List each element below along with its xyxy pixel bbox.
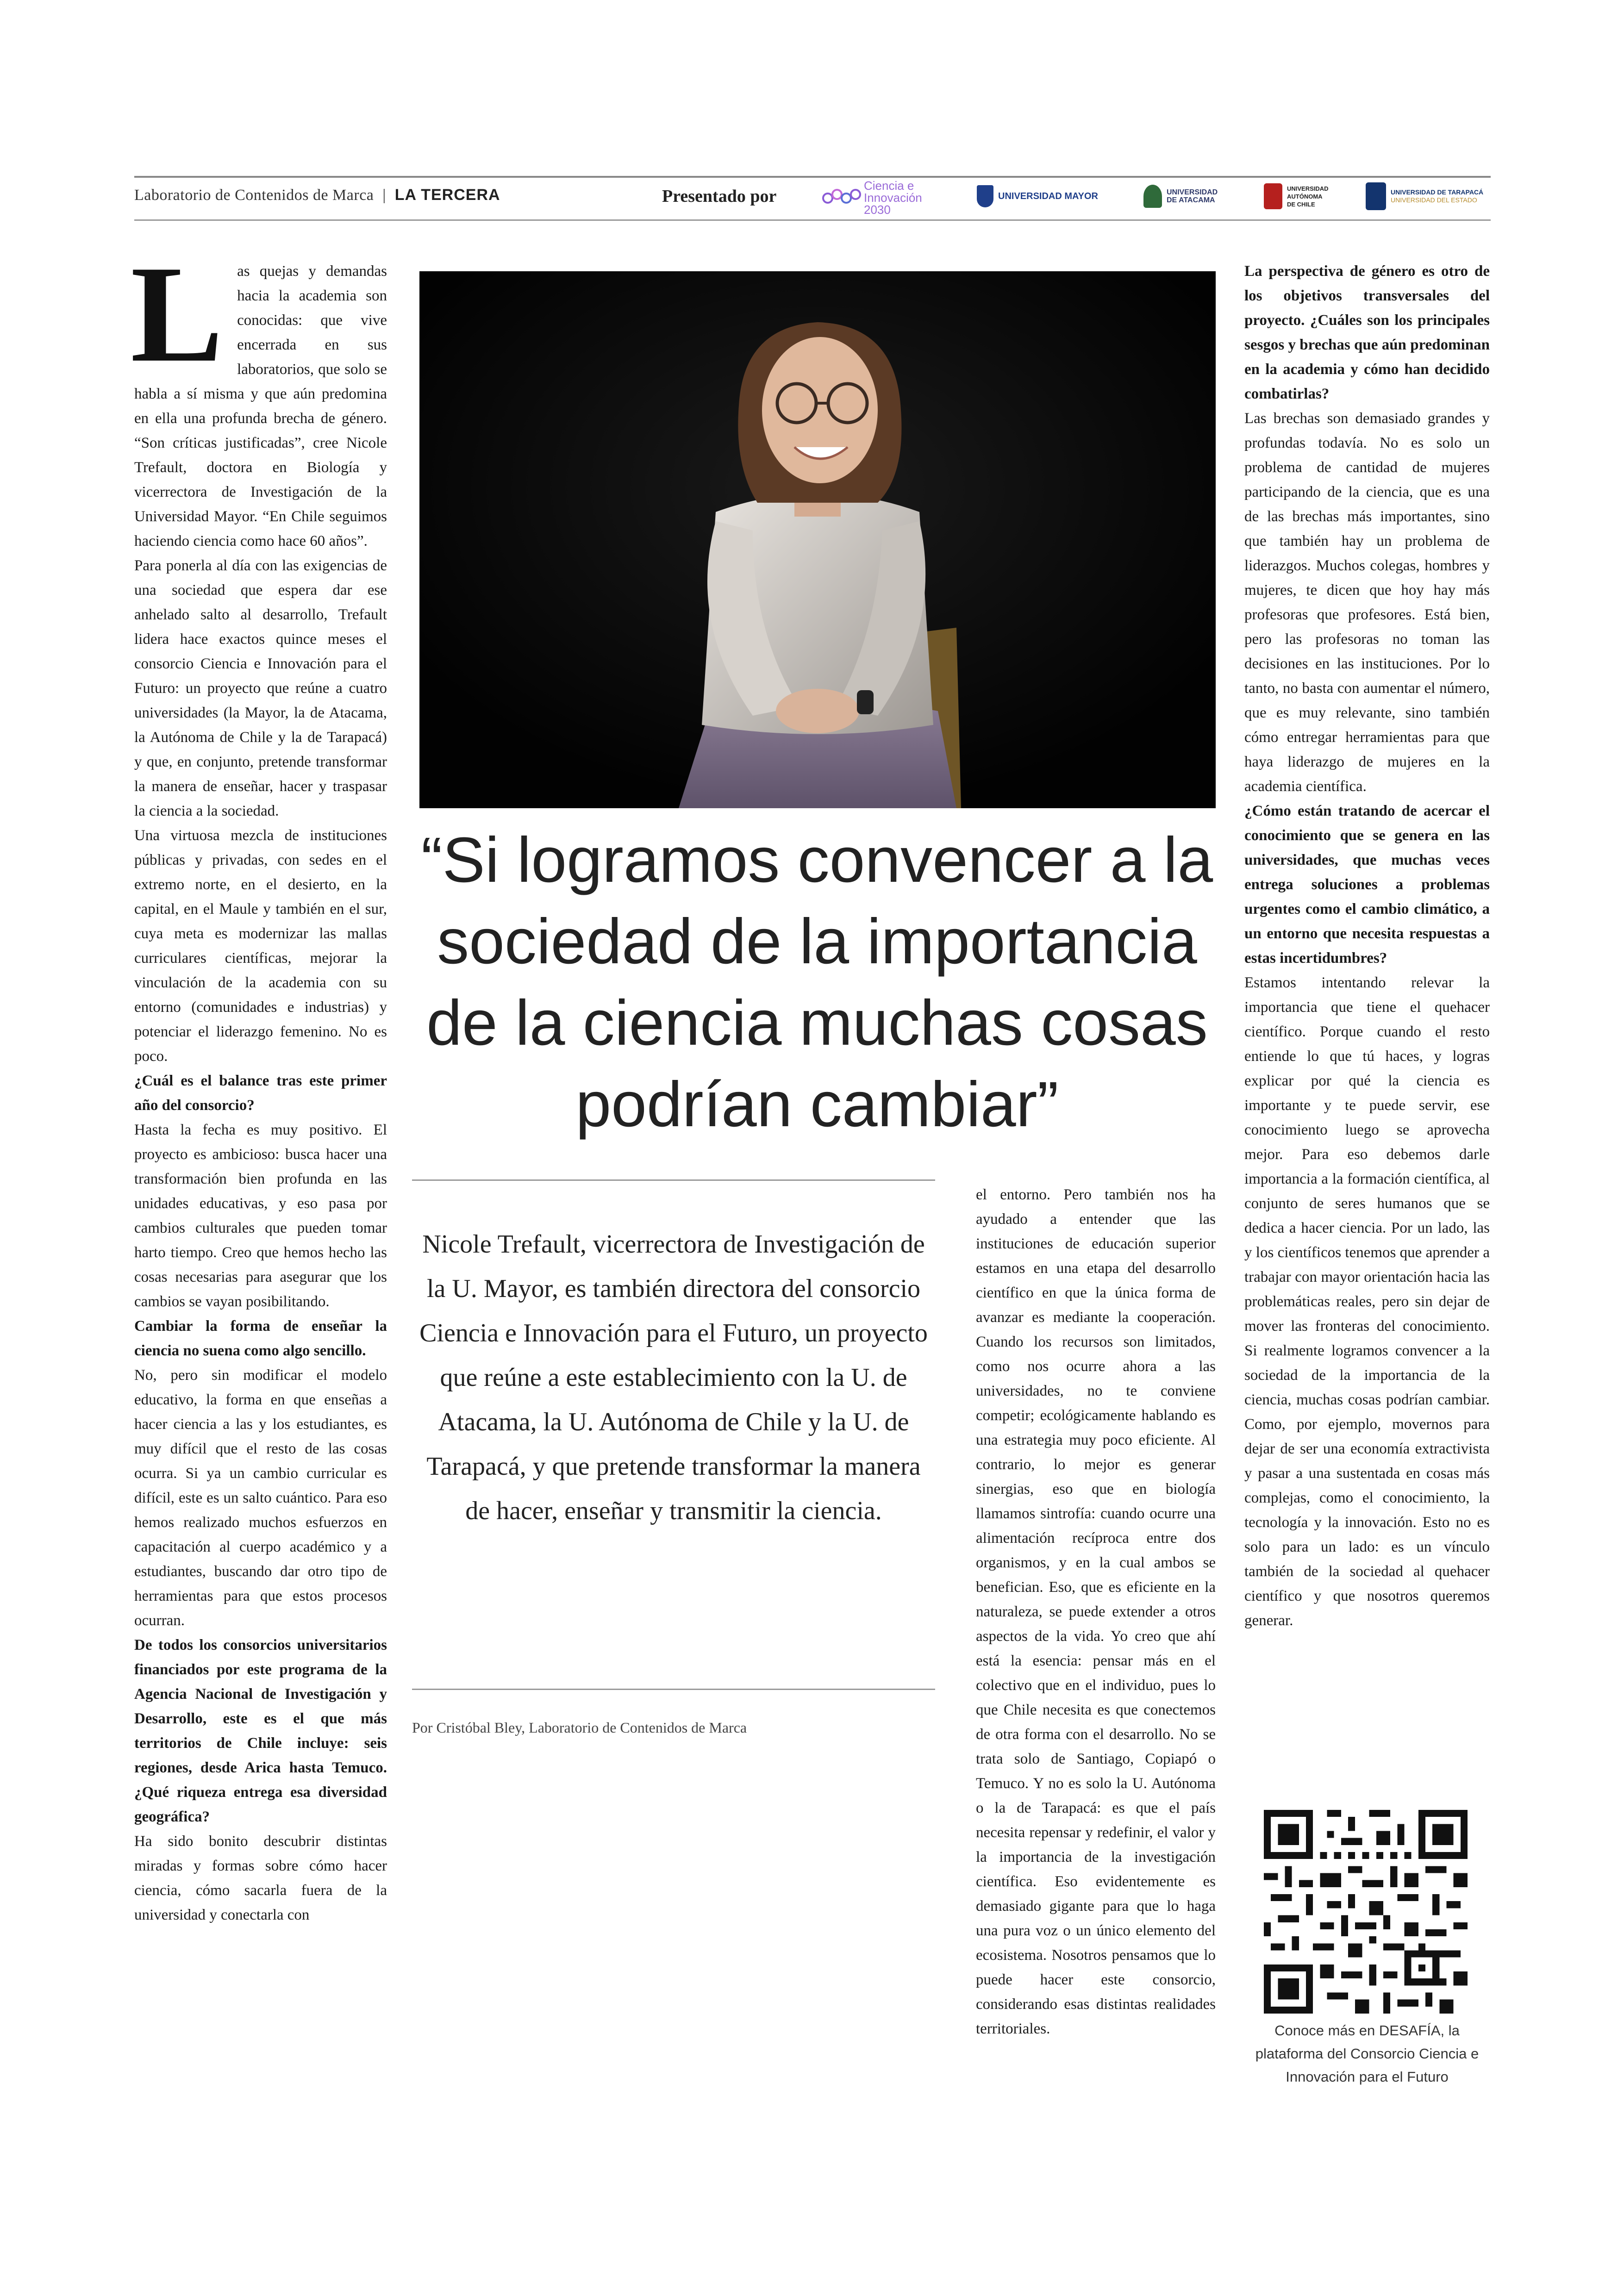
- paragraph: Para ponerla al día con las exigencias de una sociedad que espera dar ese anhelado salto al desarrollo, Trefault lidera hace exactos quince meses el consorcio Ciencia e Innovación para el Futuro: un proyecto que reúne a cuatro universidades (la Mayor, la de Atacama, la Autónoma de Chile y la de Tarapacá) y que, en conjunto, pretende transformar la manera de enseñar, hacer y traspasar la ciencia a la sociedad.: [134, 557, 387, 819]
- pull-quote: “Si logramos convencer a la sociedad de la importancia de la ciencia muchas cosas podrían cambiar”: [421, 824, 1213, 1140]
- interview-question: Cambiar la forma de enseñar la ciencia no suena como algo sencillo.: [134, 1318, 387, 1359]
- paragraph: el entorno. Pero también nos ha ayudado a entender que las instituciones de educación superior estamos en una etapa del desarrollo científico en que la única forma de avanzar es mediante la cooperación. Cuando los recursos son limitados, como nos ocurre ahora a las universidades, no te conviene competir; ecológicamente hablando es una estrategia muy poco eficiente. Al contrario, lo mejor es generar sinergias, eso que en biología llamamos sintrofía: cuando ocurre una alimentación recíproca entre dos organismos, y en la cual ambos se benefician. Eso, que es eficiente en la naturaleza, se puede extender a otros aspectos de la vida. Yo creo que ahí está la esencia: pensar más en el colectivo que en el individuo, pues lo que Chile necesita es que conectemos de otra forma con el desarrollo. No se trata solo de Santiago, Copiapó o Temuco. Y no es solo la U. Autónoma o la de Tarapacá: es que el país necesita repensar y redefinir, el valor y la importancia de la investigación científica. Eso evidentemente es demasiado gigante para que lo haga una pura voz o un único elemento del ecosistema. Nosotros pensamos que lo puede hacer este consorcio, considerando esas distintas realidades territoriales.: [976, 1186, 1216, 2037]
- divider: [412, 1689, 935, 1690]
- divider: [412, 1179, 935, 1181]
- portrait-illustration: [419, 271, 1216, 808]
- logo-universidad-mayor: UNIVERSIDAD MAYOR: [977, 176, 1098, 217]
- lab-name: Laboratorio de Contenidos de Marca: [134, 187, 374, 204]
- interview-question: ¿Cómo están tratando de acercar el conocimiento que se genera en las universidades, que muchas veces entrega soluciones a problemas urgentes como el cambio climático, a un entorno que necesita respuestas a estas incertidumbres?: [1244, 803, 1490, 967]
- byline: Por Cristóbal Bley, Laboratorio de Contenidos de Marca: [412, 1719, 747, 1736]
- interview-question: De todos los consorcios universitarios financiados por este programa de la Agencia Nacional de Investigación y Desarrollo, este es el que más territorios de Chile incluye: seis regiones, desde Arica hasta Temuco. ¿Qué riqueza entrega esa diversidad geográfica?: [134, 1637, 387, 1825]
- interview-question: La perspectiva de género es otro de los objetivos transversales del proyecto. ¿Cuáles son los principales sesgos y brechas que aún predominan en la academia y cómo han decidido combatirlas?: [1244, 263, 1490, 402]
- qr-caption: Conoce más en DESAFÍA, la plataforma del Consorcio Ciencia e Innovación para el Futuro: [1255, 2022, 1479, 2085]
- paragraph: Ha sido bonito descubrir distintas miradas y formas sobre cómo hacer ciencia, cómo sacarla fuera de la universidad y conectarla con: [134, 1833, 387, 1923]
- qr-code[interactable]: [1264, 1810, 1468, 2014]
- logo-ciencia-innovacion: [819, 176, 958, 217]
- crest-icon: [1143, 185, 1162, 208]
- paragraph: Las brechas son demasiado grandes y profundas todavía. No es solo un problema de cantidad de mujeres participando de la ciencia, que es una de las brechas más importantes, sino que también hay un problema de liderazgos. Muchos colegas, hombres y mujeres, te dicen que hoy hay más profesoras que profesores. Está bien, pero las profesoras no toman las decisiones en las instituciones. Por lo tanto, no basta con aumentar el número, que es muy relevante, sino también cómo entregar herramientas para que haya liderazgo de mujeres en la academia científica.: [1244, 410, 1490, 795]
- paragraph: Hasta la fecha es muy positivo. El proyecto es ambicioso: busca hacer una transformación bien profunda en las unidades educativas, y eso pasa por cambios culturales que pueden tomar harto tiempo. Creo que hemos hecho las cosas necesarias para asegurar que los cambios se vayan posibilitando.: [134, 1122, 387, 1310]
- logo-universidad-atacama: UNIVERSIDAD DE ATACAMA: [1143, 176, 1218, 217]
- page-header: [134, 176, 1491, 221]
- article-deck: Nicole Trefault, vicerrectora de Investigación de la U. Mayor, es también directora del consorcio Ciencia e Innovación para el Futuro, un proyecto que reúne a este establecimiento con la U. de Atacama, la U. Autónoma de Chile y la U. de Tarapacá, y que pretende transformar la manera de hacer, enseñar y transmitir la ciencia.: [419, 1230, 928, 1525]
- paragraph: Una virtuosa mezcla de instituciones públicas y privadas, con sedes en el extremo norte, en el desierto, en la capital, en el Maule y también en el sur, cuya meta es modernizar las mallas curriculares científicas, mejorar la vinculación de la academia con su entorno (comunidades e industrias) y potenciar el liderazgo femenino. No es poco.: [134, 827, 387, 1065]
- svg-text:Ciencia e: Ciencia e: [864, 179, 914, 193]
- interview-question: ¿Cuál es el balance tras este primer año del consorcio?: [134, 1073, 387, 1114]
- paragraph: Estamos intentando relevar la importancia que tiene el quehacer científico. Porque cuando el resto entiende lo que tú haces, y logras explicar por qué la ciencia es importante y te puede servir, ese conocimiento luego se aprovecha mejor. Para eso debemos darle importancia a la formación científica, al conjunto de seres humanos que se dedica a hacer ciencia. Por un lado, las y los científicos tenemos que aprender a trabajar con mayor orientación hacia las problemáticas reales, pero sin dejar de mover las fronteras del conocimiento. Si realmente logramos convencer a la sociedad de la importancia de la ciencia, muchas cosas podrían cambiar. Como, por ejemplo, movernos para dejar de ser una economía extractivista y pasar a una sustentada en cosas más complejas, como el conocimiento, la tecnología y la innovación. Esto no es solo para un lado: es un vínculo también de la sociedad al quehacer científico y que nosotros queremos generar.: [1244, 974, 1490, 1629]
- paragraph: as quejas y demandas hacia la academia son conocidas: que vive encerrada en sus laboratorios, que solo se habla a sí misma y que aún predomina en ella una profunda brecha de género. “Son críticas justificadas”, cree Nicole Trefault, doctora en Biología y vicerrectora de Investigación de la Universidad Mayor. “En Chile seguimos haciendo ciencia como hace 60 años”.: [134, 263, 387, 549]
- crest-icon: [1366, 182, 1386, 210]
- paragraph: No, pero sin modificar el modelo educativo, la forma en que enseñas a hacer ciencia a las y los estudiantes, es muy difícil que el resto de las cosas ocurra. Si ya un cambio curricular es difícil, este es un salto cuántico. Para eso hemos realizado muchos esfuerzos en capacitación al cuerpo académico y a estudiantes, buscando dar otro tipo de herramientas para que estos procesos ocurran.: [134, 1367, 387, 1629]
- logo-universidad-autonoma: UNIVERSIDAD AUTÓNOMA DE CHILE: [1264, 176, 1329, 217]
- separator: |: [382, 187, 386, 204]
- portrait-photo: [419, 271, 1216, 808]
- logo-universidad-tarapaca: UNIVERSIDAD DE TARAPACÁ UNIVERSIDAD DEL ESTADO: [1366, 176, 1483, 217]
- article-column-4: [1244, 259, 1490, 1633]
- svg-text:2030: 2030: [864, 203, 891, 217]
- svg-text:Innovación: Innovación: [864, 191, 922, 205]
- shield-icon: [977, 185, 993, 207]
- section-label: [134, 186, 500, 204]
- crest-icon: [1264, 183, 1282, 209]
- newspaper-name: LA TERCERA: [394, 186, 500, 204]
- article-column-1: [131, 237, 387, 1927]
- article-column-3: [976, 1183, 1216, 2041]
- drop-cap: L: [131, 237, 224, 391]
- ciencia-innovacion-logo-icon: [819, 176, 958, 217]
- presented-by-label: Presentado por: [662, 187, 777, 206]
- qr-code-icon: [1264, 1810, 1468, 2014]
